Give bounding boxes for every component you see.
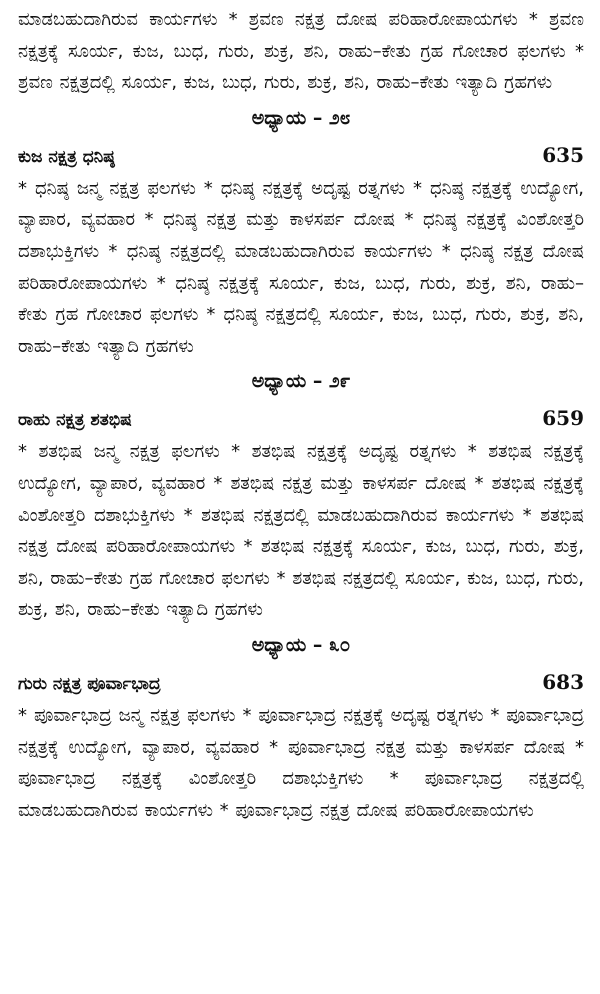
chapter-section [18,362,584,626]
chapter-section [18,626,584,826]
toc-title: ರಾಹು ನಕ್ಷತ್ರ ಶತಭಿಷ [18,410,132,431]
toc-entry [18,400,584,436]
toc-page-number: 635 [542,142,584,167]
toc-title: ಕುಜ ನಕ್ಷತ್ರ ಧನಿಷ್ಠ [18,146,115,167]
chapter-heading: ಅಧ್ಯಾಯ – ೩೦ [251,633,351,656]
chapter-section [18,99,584,363]
toc-contents-paragraph: * ಶತಭಿಷ ಜನ್ಮ ನಕ್ಷತ್ರ ಫಲಗಳು * ಶತಭಿಷ ನಕ್ಷತ್ರಕ್ಕೆ ಅದೃಷ್ಟ ರತ್ನಗಳು * ಶತಭಿಷ ನಕ್ಷತ್ರಕ್ಕೆ ಉದ್ಯೋಗ, ವ್ಯಾಪಾರ, ವ್ಯವಹಾರ * ಶತಭಿಷ ನಕ್ಷತ್ರ ಮತ್ತು ಕಾಳಸರ್ಪ ದೋಷ * ಶತಭಿಷ ನಕ್ಷತ್ರಕ್ಕೆ ವಿಂಶೋತ್ತರಿ ದಶಾಭುಕ್ತಿಗಳು * ಶತಭಿಷ ನಕ್ಷತ್ರದಲ್ಲಿ ಮಾಡಬಹುದಾಗಿರುವ ಕಾರ್ಯಗಳು * ಶತಭಿಷ ನಕ್ಷತ್ರ ದೋಷ ಪರಿಹಾರೋಪಾಯಗಳು * ಶತಭಿಷ ನಕ್ಷತ್ರಕ್ಕೆ ಸೂರ್ಯ, ಕುಜ, ಬುಧ, ಗುರು, ಶುಕ್ರ, ಶನಿ, ರಾಹು–ಕೇತು ಗ್ರಹ ಗೋಚಾರ ಫಲಗಳು * ಶತಭಿಷ ನಕ್ಷತ್ರದಲ್ಲಿ ಸೂರ್ಯ, ಕುಜ, ಬುಧ, ಗುರು, ಶುಕ್ರ, ಶನಿ, ರಾಹು–ಕೇತು ಇತ್ಯಾದಿ ಗ್ರಹಗಳು [18,441,584,621]
toc-contents-paragraph: * ಪೂರ್ವಾಭಾದ್ರ ಜನ್ಮ ನಕ್ಷತ್ರ ಫಲಗಳು * ಪೂರ್ವಾಭಾದ್ರ ನಕ್ಷತ್ರಕ್ಕೆ ಅದೃಷ್ಟ ರತ್ನಗಳು * ಪೂರ್ವಾಭಾದ್ರ ನಕ್ಷತ್ರಕ್ಕೆ ಉದ್ಯೋಗ, ವ್ಯಾಪಾರ, ವ್ಯವಹಾರ * ಪೂರ್ವಾಭಾದ್ರ ನಕ್ಷತ್ರ ಮತ್ತು ಕಾಳಸರ್ಪ ದೋಷ * ಪೂರ್ವಾಭಾದ್ರ ನಕ್ಷತ್ರಕ್ಕೆ ವಿಂಶೋತ್ತರಿ ದಶಾಭುಕ್ತಿಗಳು * ಪೂರ್ವಾಭಾದ್ರ ನಕ್ಷತ್ರದಲ್ಲಿ ಮಾಡಬಹುದಾಗಿರುವ ಕಾರ್ಯಗಳು * ಪೂರ್ವಾಭಾದ್ರ ನಕ್ಷತ್ರ ದೋಷ ಪರಿಹಾರೋಪಾಯಗಳು [18,704,584,821]
intro-paragraph: ಮಾಡಬಹುದಾಗಿರುವ ಕಾರ್ಯಗಳು * ಶ್ರವಣ ನಕ್ಷತ್ರ ದೋಷ ಪರಿಹಾರೋಪಾಯಗಳು * ಶ್ರವಣ ನಕ್ಷತ್ರಕ್ಕೆ ಸೂರ್ಯ, ಕುಜ, ಬುಧ, ಗುರು, ಶುಕ್ರ, ಶನಿ, ರಾಹು–ಕೇತು ಗ್ರಹ ಗೋಚಾರ ಫಲಗಳು * ಶ್ರವಣ ನಕ್ಷತ್ರದಲ್ಲಿ ಸೂರ್ಯ, ಕುಜ, ಬುಧ, ಗುರು, ಶುಕ್ರ, ಶನಿ, ರಾಹು–ಕೇತು ಇತ್ಯಾದಿ ಗ್ರಹಗಳು [18,9,584,94]
toc-entry [18,664,584,700]
toc-entry [18,137,584,173]
toc-contents-paragraph: * ಧನಿಷ್ಠ ಜನ್ಮ ನಕ್ಷತ್ರ ಫಲಗಳು * ಧನಿಷ್ಠ ನಕ್ಷತ್ರಕ್ಕೆ ಅದೃಷ್ಟ ರತ್ನಗಳು * ಧನಿಷ್ಠ ನಕ್ಷತ್ರಕ್ಕೆ ಉದ್ಯೋಗ, ವ್ಯಾಪಾರ, ವ್ಯವಹಾರ * ಧನಿಷ್ಠ ನಕ್ಷತ್ರ ಮತ್ತು ಕಾಳಸರ್ಪ ದೋಷ * ಧನಿಷ್ಠ ನಕ್ಷತ್ರಕ್ಕೆ ವಿಂಶೋತ್ತರಿ ದಶಾಭುಕ್ತಿಗಳು * ಧನಿಷ್ಠ ನಕ್ಷತ್ರದಲ್ಲಿ ಮಾಡಬಹುದಾಗಿರುವ ಕಾರ್ಯಗಳು * ಧನಿಷ್ಠ ನಕ್ಷತ್ರ ದೋಷ ಪರಿಹಾರೋಪಾಯಗಳು * ಧನಿಷ್ಠ ನಕ್ಷತ್ರಕ್ಕೆ ಸೂರ್ಯ, ಕುಜ, ಬುಧ, ಗುರು, ಶುಕ್ರ, ಶನಿ, ರಾಹು–ಕೇತು ಗ್ರಹ ಗೋಚಾರ ಫಲಗಳು * ಧನಿಷ್ಠ ನಕ್ಷತ್ರದಲ್ಲಿ ಸೂರ್ಯ, ಕುಜ, ಬುಧ, ಗುರು, ಶುಕ್ರ, ಶನಿ, ರಾಹು–ಕೇತು ಇತ್ಯಾದಿ ಗ್ರಹಗಳು [18,177,584,357]
toc-title: ಗುರು ನಕ್ಷತ್ರ ಪೂರ್ವಾಭಾದ್ರ [18,673,161,694]
toc-page-number: 659 [542,406,584,431]
chapter-heading: ಅಧ್ಯಾಯ – ೨೮ [251,106,351,129]
chapter-heading: ಅಧ್ಯಾಯ – ೨೯ [251,370,351,393]
toc-page-number: 683 [542,669,584,694]
